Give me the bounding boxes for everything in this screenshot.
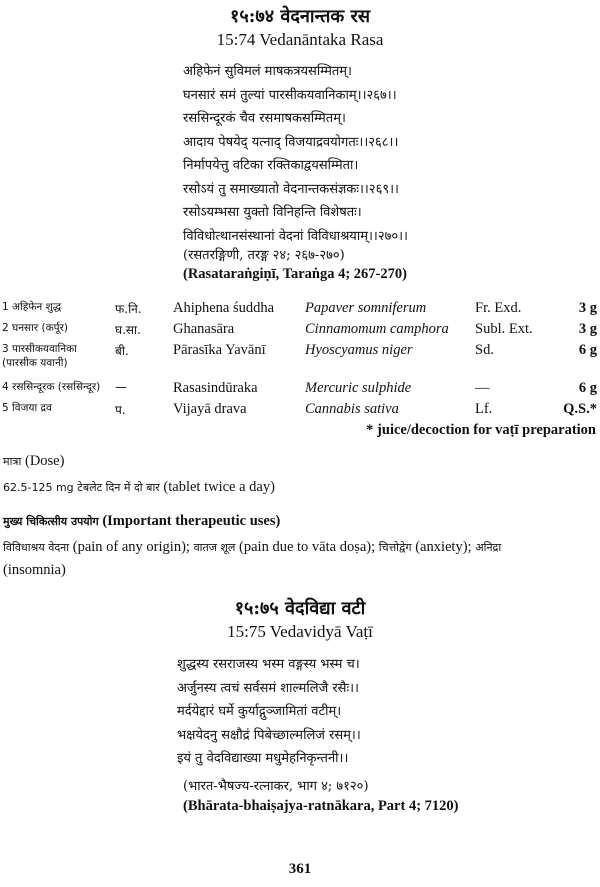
- section1-title-english: 15:74 Vedanāntaka Rasa: [216, 30, 384, 49]
- footnote: * juice/decoction for vaṭī preparation: [366, 422, 596, 438]
- verse-line: शुद्धस्य रसराजस्य भस्म वङ्गस्य भस्म च।: [177, 657, 360, 672]
- ingredient-form: Fr. Exd.: [475, 300, 522, 316]
- verse-line: अर्जुनस्य त्वचं सर्वसमं शाल्मलिजै रसैः।।: [177, 680, 359, 696]
- section2-source-devanagari: (भारत-भैषज्य-रत्नाकर, भाग ४; ७१२०): [183, 779, 369, 794]
- verse-line: भक्षयेदनु सक्षौद्रं पिबेच्छाल्मलिजं रसम्।।: [177, 727, 361, 743]
- ingredient-botanical: Cinnamomum camphora: [305, 321, 449, 337]
- ingredient-name: Rasasindūraka: [173, 380, 258, 396]
- ingredient-row: [0, 300, 600, 320]
- ingredient-devanagari: 5 विजया द्रव: [2, 402, 52, 414]
- ingredient-qty: Q.S.*: [563, 401, 597, 417]
- uses-heading: [3, 513, 280, 530]
- page-number: 361: [288, 861, 312, 877]
- ingredient-abbr: बी.: [115, 344, 129, 358]
- section1-title-devanagari: १५:७४ वेदनान्तक रस: [230, 6, 370, 27]
- verse-line: मर्दयेद्दारं घर्मे कुर्याद्गुञ्जामितां वटीम्।: [177, 704, 342, 719]
- use-devanagari: अनिद्रा: [475, 541, 502, 554]
- ingredient-name: Pārasīka Yavānī: [173, 342, 266, 358]
- section1-source-english: (Rasataraṅgiṇī, Taraṅga 4; 267-270): [183, 266, 407, 282]
- ingredient-botanical: Mercuric sulphide: [305, 380, 412, 396]
- ingredient-qty: 3 g: [578, 321, 597, 337]
- verse-line: रसोऽयम्भसा युक्तो विनिहन्ति विशेषतः।: [183, 205, 362, 220]
- ingredient-botanical: Papaver somniferum: [305, 300, 427, 316]
- uses-heading-devanagari: मुख्य चिकित्सीय उपयोग: [3, 515, 99, 528]
- use-devanagari: वातज शूल: [193, 541, 236, 554]
- verse-line: घनसारं समं तुल्यां पारसीकयवानिकाम्।।२६७।।: [183, 87, 397, 103]
- section1-source-devanagari: (रसतरङ्गिणी, तरङ्ग २४; २६७-२७०): [183, 248, 345, 263]
- ingredient-qty: 6 g: [578, 380, 597, 396]
- ingredient-name: Ghanasāra: [173, 321, 235, 337]
- ingredient-devanagari: [2, 342, 77, 370]
- dose-text-devanagari: टेबलेट दिन में दो बार: [77, 481, 160, 494]
- dose-heading-english: (Dose): [24, 453, 65, 469]
- ingredient-devanagari: 2 घनसार (कर्पूर): [2, 322, 69, 334]
- ingredient-form: Sd.: [475, 342, 494, 358]
- ingredient-form: Lf.: [475, 401, 493, 417]
- ingredient-row: [0, 321, 600, 341]
- uses-list: [3, 539, 501, 556]
- ingredient-botanical: Cannabis sativa: [305, 401, 399, 417]
- ingredient-abbr: —: [115, 380, 127, 394]
- verse-line: रसोऽयं तु समाख्यातो वेदनान्तकसंज्ञकः।।२६९।।: [183, 181, 399, 197]
- dose-text: [3, 479, 275, 496]
- ingredient-qty: 3 g: [578, 300, 597, 316]
- section2-title-devanagari: १५:७५ वेदविद्या वटी: [234, 598, 366, 619]
- ingredient-devanagari: 1 अहिफेन शुद्ध: [2, 301, 62, 313]
- uses-last-line: (insomnia): [3, 562, 66, 578]
- ingredient-devanagari-line2: (पारसीक यवानी): [2, 357, 68, 369]
- section2-source-english: (Bhārata-bhaiṣajya-ratnākara, Part 4; 7120): [183, 798, 459, 814]
- verse-line: निर्मापयेत्तु वटिका रक्तिकाद्वयसम्मिता।: [183, 158, 359, 173]
- ingredient-name: Vijayā drava: [173, 401, 247, 417]
- ingredient-qty: 6 g: [578, 342, 597, 358]
- ingredient-devanagari-line1: 3 पारसीकयवानिका: [2, 343, 77, 355]
- ingredient-botanical: Hyoscyamus niger: [305, 342, 413, 358]
- verse-line: विविधोत्थानसंस्थानां वेदनां विविधाश्रयाम्।।२७०।।: [183, 228, 408, 244]
- ingredient-row: [0, 342, 600, 369]
- dose-heading: [3, 453, 64, 470]
- ingredient-abbr: प.: [115, 403, 126, 417]
- ingredient-form: —: [475, 380, 490, 396]
- ingredient-abbr: फ.नि.: [115, 302, 142, 316]
- section2-title-english: 15:75 Vedavidyā Vaṭī: [227, 622, 373, 641]
- uses-heading-english: (Important therapeutic uses): [102, 513, 281, 529]
- use-english: (pain of any origin);: [72, 539, 190, 555]
- verse-line: अहिफेनं सुविमलं माषकत्रयसम्मितम्।: [183, 64, 352, 79]
- section2-verses: [177, 653, 361, 771]
- dose-heading-devanagari: मात्रा: [3, 455, 22, 468]
- section1-verses: [183, 60, 408, 248]
- verse-line: आदाय पेषयेद् यत्नाद् विजयाद्रवयोगतः।।२६८।।: [183, 134, 399, 150]
- ingredient-name: Ahiphena śuddha: [173, 300, 275, 316]
- ingredient-devanagari: 4 रससिन्दूरक (रससिन्दूर): [2, 381, 101, 393]
- ingredient-form: Subl. Ext.: [475, 321, 533, 337]
- use-devanagari: चित्तोद्वेग: [378, 541, 412, 554]
- use-devanagari: विविधाश्रय वेदना: [3, 541, 70, 554]
- ingredient-abbr: घ.सा.: [115, 323, 141, 337]
- ingredient-row: [0, 401, 600, 421]
- dose-text-english: (tablet twice a day): [163, 479, 275, 495]
- dose-amount: 62.5-125 mg: [3, 481, 74, 494]
- ingredient-row: [0, 380, 600, 400]
- verse-line: रससिन्दूरकं चैव रसमाषकसम्मितम्।: [183, 111, 346, 126]
- verse-line: इयं तु वेदविद्याख्या मधुमेहनिकृन्तनी।।: [177, 751, 349, 766]
- use-english: (pain due to vāta doṣa);: [239, 539, 376, 555]
- use-english: (anxiety);: [415, 539, 472, 555]
